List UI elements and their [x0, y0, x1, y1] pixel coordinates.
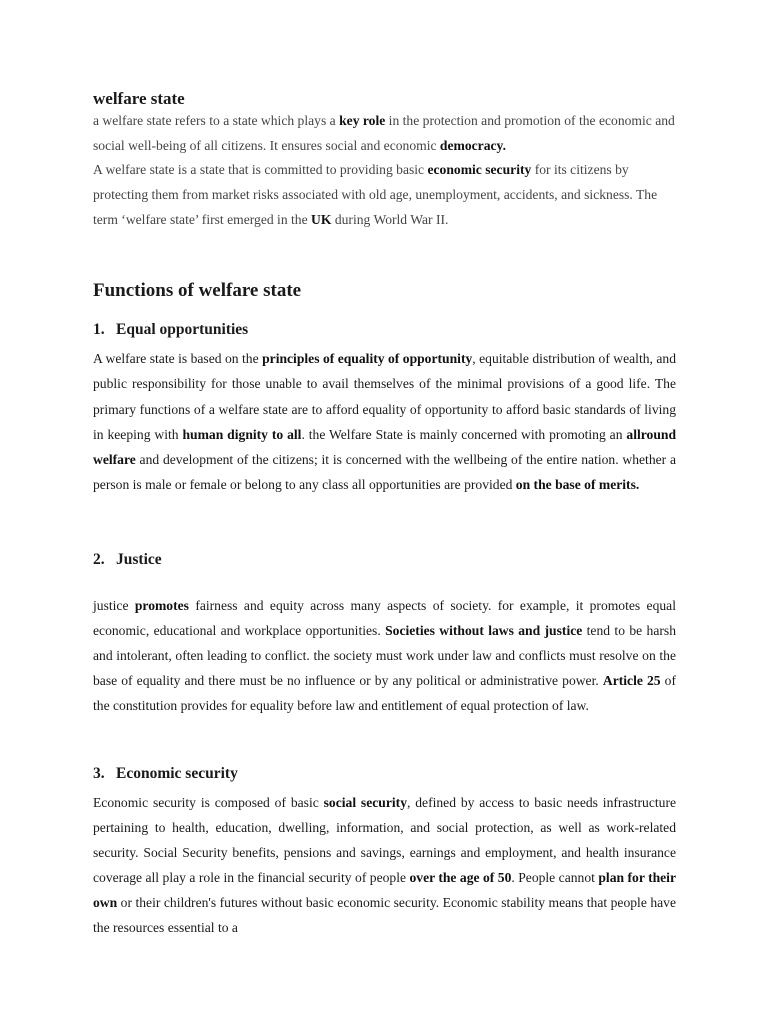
text-run: A welfare state is based on the [93, 351, 263, 366]
page-title: welfare state [93, 89, 185, 108]
bold-phrase: social security [323, 795, 407, 810]
section-title: Economic security [116, 765, 238, 782]
section-paragraph-economic-security [93, 790, 676, 940]
section-heading-economic-security [93, 765, 238, 783]
text-run: of the constitution provides for equality before law and entitlement of equal protection of law. [93, 673, 677, 713]
bold-phrase: UK [311, 212, 332, 227]
bold-phrase: promotes [134, 598, 189, 613]
section-number: 3. [93, 765, 105, 782]
section-heading-justice [93, 551, 162, 569]
intro-paragraph-2 [93, 157, 676, 232]
text-run: A welfare state is a state that is committed to providing basic [93, 162, 428, 177]
section-title: Equal opportunities [116, 321, 249, 338]
bold-phrase: democracy. [439, 138, 506, 153]
bold-phrase: over the age of 50 [409, 870, 512, 885]
section-heading-equal-opportunities [93, 321, 248, 339]
text-run: during World War II. [331, 212, 449, 227]
section-paragraph-justice [93, 593, 676, 718]
bold-phrase: allround welfare [93, 426, 677, 468]
bold-phrase: human dignity to all [182, 426, 302, 442]
bold-phrase: on the base of merits. [515, 477, 640, 493]
functions-heading: Functions of welfare state [93, 280, 302, 301]
text-run: , equitable distribution of wealth, and public responsibility for those unable to avail themselves of the minimal provisions of a good life. The primary functions of a welfare state are to afford equality of opportunity to afford basic standards of living in keeping with [93, 351, 677, 442]
bold-phrase: key role [339, 113, 386, 128]
text-run: or their children's futures without basic economic security. Economic stability means that people have the resources essential to a [93, 895, 676, 935]
text-run: . People cannot [511, 870, 599, 885]
section-title: Justice [116, 551, 162, 568]
text-run: justice [93, 598, 135, 613]
bold-phrase: Societies without laws and justice [385, 623, 583, 638]
section-paragraph-equal-opportunities [93, 346, 676, 498]
text-run: in the protection and promotion of the economic and social well-being of all citizens. It ensures social and economic [93, 113, 675, 153]
text-run: and development of the citizens; it is concerned with the wellbeing of the entire nation. whether a person is male or female or belong to any class all opportunities are provided [93, 452, 676, 493]
bold-phrase: Article 25 [602, 673, 661, 688]
intro-paragraph-1 [93, 108, 676, 158]
bold-phrase: economic security [427, 162, 532, 177]
bold-phrase: principles of equality of opportunity [262, 351, 473, 366]
section-number: 1. [93, 321, 105, 338]
bold-phrase: plan for their own [93, 870, 676, 910]
text-run: a welfare state refers to a state which plays a [93, 113, 340, 128]
text-run: for its citizens by protecting them from market risks associated with old age, unemployment, accidents, and sickness. The term ‘welfare state’ first emerged in the [93, 162, 658, 227]
text-run: Economic security is composed of basic [93, 795, 324, 810]
section-number: 2. [93, 551, 105, 568]
text-run: tend to be harsh and intolerant, often leading to conflict. the society must work under law and conflicts must resolve on the base of equality and there must be no influence or by any political or administrative power. [93, 623, 676, 688]
text-run: , defined by access to basic needs infrastructure pertaining to health, education, dwelling, information, and social protection, as well as work-related security. Social Security benefits, pensions and savings, earnings and employment, and health insurance coverage all play a role in the financial security of people [93, 795, 677, 885]
text-run: . the Welfare State is mainly concerned with promoting an [301, 426, 627, 442]
text-run: fairness and equity across many aspects of society. for example, it promotes equal economic, educational and workplace opportunities. [93, 598, 676, 638]
